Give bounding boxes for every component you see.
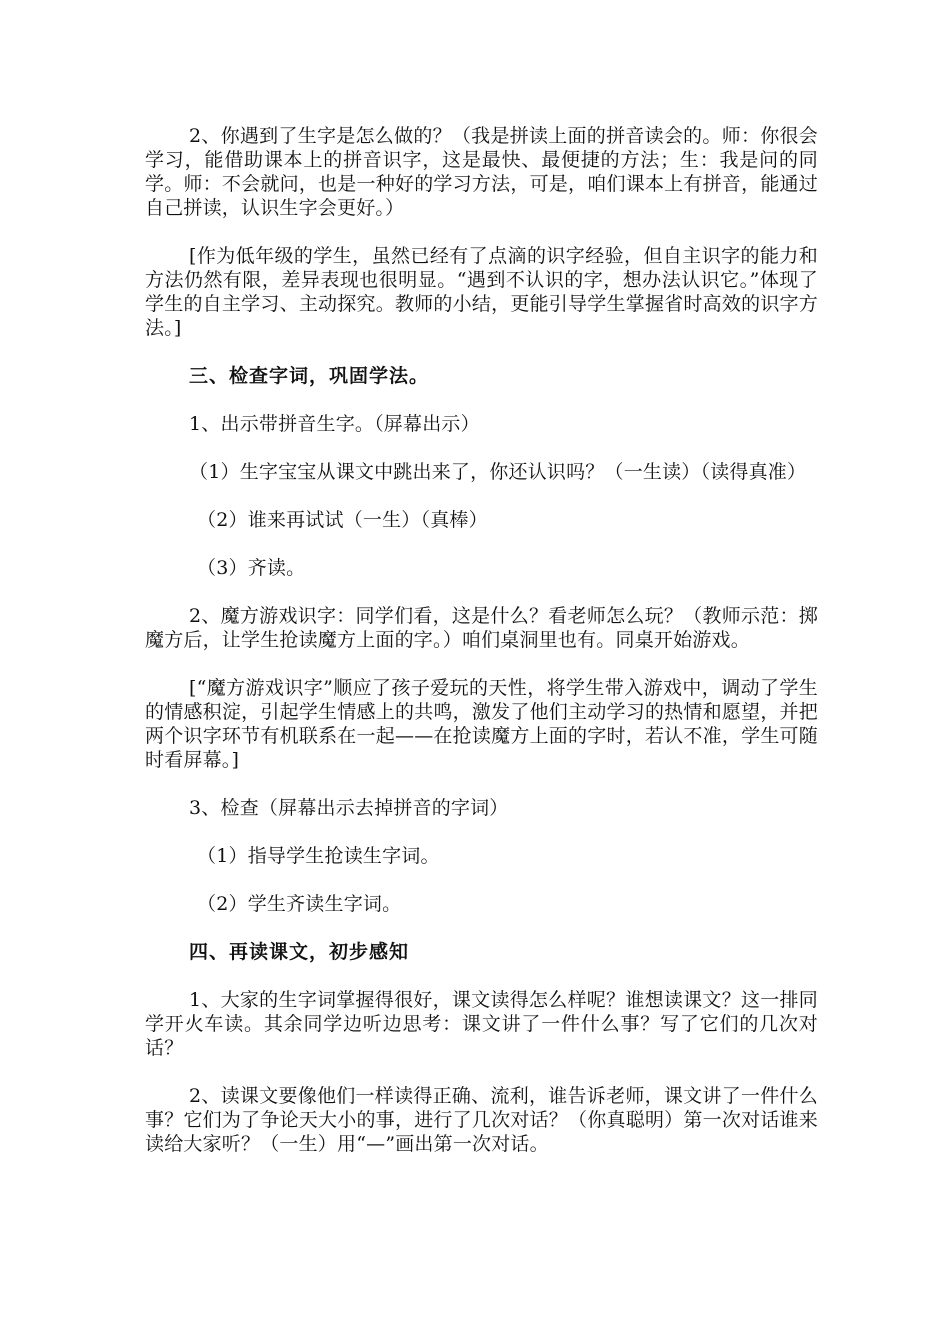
paragraph-reading-2: 2、读课文要像他们一样读得正确、流利，谁告诉老师，课文讲了一件什么事？它们为了争论天大小的事，进行了几次对话？（你真聪明）第一次对话谁来读给大家听？（一生）用“—”画出第一次对话。: [145, 1085, 818, 1155]
section-heading-4: 四、再读课文，初步感知: [189, 941, 410, 963]
paragraph-step-1: 1、出示带拼音生字。（屏幕出示）: [189, 413, 480, 435]
paragraph-substep-4: （1）指导学生抢读生字词。: [197, 845, 440, 867]
section-heading-3: 三、检查字词，巩固学法。: [189, 365, 430, 387]
paragraph-substep-5: （2）学生齐读生字词。: [197, 893, 402, 915]
paragraph-substep-1: （1）生字宝宝从课文中跳出来了，你还认识吗？（一生读）（读得真准）: [189, 461, 807, 483]
document-body: [145, 124, 818, 1156]
paragraph-commentary-1: [作为低年级的学生，虽然已经有了点滴的识字经验，但自主识字的能力和方法仍然有限，差异表现也很明显。“遇到不认识的字，想办法认识它。”体现了学生的自主学习、主动探究。教师的小结，更能引导学生掌握省时高效的识字方法。]: [145, 245, 818, 339]
paragraph-substep-3: （3）齐读。: [197, 557, 306, 579]
paragraph-substep-2: （2）谁来再试试（一生）（真棒）: [197, 509, 488, 531]
paragraph-commentary-2: [“魔方游戏识字”顺应了孩子爱玩的天性，将学生带入游戏中，调动了学生的情感积淀，引起学生情感上的共鸣，激发了他们主动学习的热情和愿望，并把两个识字环节有机联系在一起——在抢读魔方上面的字时，若认不准，学生可随时看屏幕。]: [145, 677, 818, 771]
paragraph-question-2: 2、你遇到了生字是怎么做的？（我是拼读上面的拼音读会的。师：你很会学习，能借助课本上的拼音识字，这是最快、最便捷的方法；生：我是问的同学。师：不会就问，也是一种好的学习方法，可是，咱们课本上有拼音，能通过自己拼读，认识生字会更好。）: [145, 125, 818, 219]
paragraph-step-3: 3、检查（屏幕出示去掉拼音的字词）: [189, 797, 509, 819]
paragraph-reading-1: 1、大家的生字词掌握得很好，课文读得怎么样呢？谁想读课文？这一排同学开火车读。其余同学边听边思考：课文讲了一件什么事？写了它们的几次对话？: [145, 989, 818, 1059]
paragraph-step-2: 2、魔方游戏识字：同学们看，这是什么？看老师怎么玩？（教师示范：掷魔方后，让学生抢读魔方上面的字。）咱们桌洞里也有。同桌开始游戏。: [145, 605, 818, 651]
